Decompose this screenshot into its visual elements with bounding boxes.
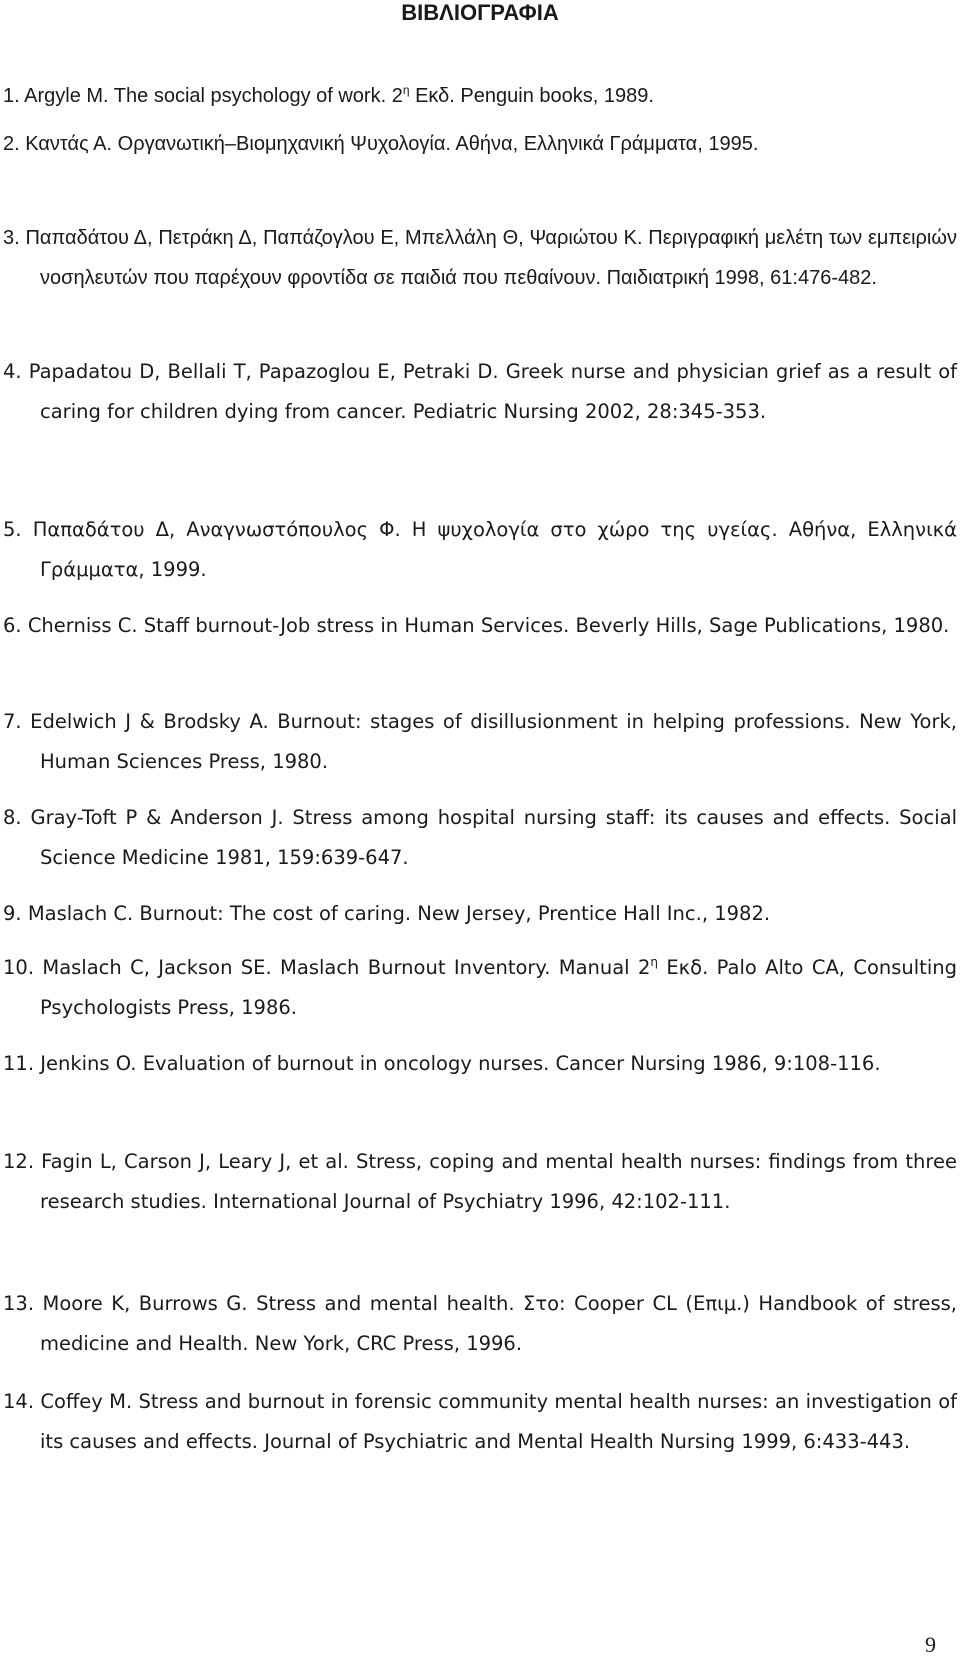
ref-number: 2.: [3, 133, 20, 155]
ref-text: Παπαδάτου Δ, Πετράκη Δ, Παπάζογλου Ε, Μπελλάλη Θ, Ψαριώτου Κ. Περιγραφική μελέτη των εμπειριών νοσηλευτών που παρέχουν φροντίδα σε παιδιά που πεθαίνουν. Παιδιατρική 1998, 61:476-482.: [25, 227, 957, 289]
reference-3: [3, 218, 957, 298]
reference-9: [3, 894, 957, 934]
ref-text: Παπαδάτου Δ, Αναγνωστόπουλος Φ. Η ψυχολογία στο χώρο της υγείας. Αθήνα, Ελληνικά Γράμματα, 1999.: [32, 518, 958, 581]
ref-text: Jenkins O. Evaluation of burnout in oncology nurses. Cancer Nursing 1986, 9:108-116.: [40, 1052, 881, 1075]
ref-text-end: Εκδ. Penguin books, 1989.: [409, 85, 654, 107]
ref-text: Papadatou D, Bellali T, Papazoglou E, Petraki D. Greek nurse and physician grief as a result of caring for children dying from cancer. Pediatric Nursing 2002, 28:345-353.: [28, 360, 957, 423]
reference-12: [3, 1142, 957, 1222]
ref-number: 14.: [3, 1390, 35, 1413]
reference-13: [3, 1284, 957, 1364]
ref-number: 4.: [3, 360, 22, 383]
ref-number: 7.: [3, 710, 22, 733]
ref-text: Argyle M. The social psychology of work. 2: [24, 85, 403, 107]
ref-number: 3.: [3, 227, 20, 249]
ref-number: 5.: [3, 518, 22, 541]
reference-10: [3, 948, 957, 1028]
ref-text: Cherniss C. Staff burnout-Job stress in Human Services. Beverly Hills, Sage Publications, 1980.: [27, 614, 950, 637]
ref-text: Gray-Toft P & Anderson J. Stress among hospital nursing staff: its causes and effects. Social Science Medicine 1981, 159:639-647.: [30, 806, 957, 869]
ref-number: 1.: [3, 85, 20, 107]
ref-text: Edelwich J & Brodsky A. Burnout: stages of disillusionment in helping professions. New York, Human Sciences Press, 1980.: [30, 710, 958, 773]
ref-number: 12.: [3, 1150, 35, 1173]
ref-text: Maslach C. Burnout: The cost of caring. New Jersey, Prentice Hall Inc., 1982.: [27, 902, 771, 925]
ref-text: Coffey M. Stress and burnout in forensic community mental health nurses: an investigation of its causes and effects. Journal of Psychiatric and Mental Health Nursing 1999, 6:433-443.: [40, 1390, 957, 1453]
reference-8: [3, 798, 957, 878]
ref-number: 6.: [3, 614, 22, 637]
ref-text: Moore K, Burrows G. Stress and mental health. Στο: Cooper CL (Επιμ.) Handbook of stress, medicine and Health. New York, CRC Press, 1996.: [40, 1292, 957, 1355]
reference-11: [3, 1044, 957, 1084]
ref-number: 11.: [3, 1052, 35, 1075]
reference-2: [3, 124, 957, 164]
ref-text-end: Εκδ. Palo Alto CA, Consulting Psychologists Press, 1986.: [40, 956, 957, 1019]
page-number: 9: [925, 1632, 936, 1657]
ref-text: Καντάς Α. Οργανωτική–Βιομηχανική Ψυχολογία. Αθήνα, Ελληνικά Γράμματα, 1995.: [25, 133, 759, 155]
ref-number: 9.: [3, 902, 22, 925]
ref-superscript: η: [650, 955, 658, 969]
ref-superscript: η: [402, 83, 410, 97]
reference-7: [3, 702, 957, 782]
reference-6: [3, 606, 957, 646]
reference-5: [3, 510, 957, 590]
ref-text: Maslach C, Jackson SE. Maslach Burnout Inventory. Manual 2: [42, 956, 651, 979]
ref-text: Fagin L, Carson J, Leary J, et al. Stress, coping and mental health nurses: findings from three research studies. International Journal of Psychiatry 1996, 42:102-111.: [40, 1150, 957, 1213]
page-title: ΒΙΒΛΙΟΓΡΑΦΙΑ: [401, 0, 559, 25]
ref-number: 10.: [3, 956, 35, 979]
reference-14: [3, 1382, 957, 1462]
ref-number: 8.: [3, 806, 22, 829]
reference-4: [3, 352, 957, 432]
ref-number: 13.: [3, 1292, 35, 1315]
reference-1: [3, 76, 957, 116]
